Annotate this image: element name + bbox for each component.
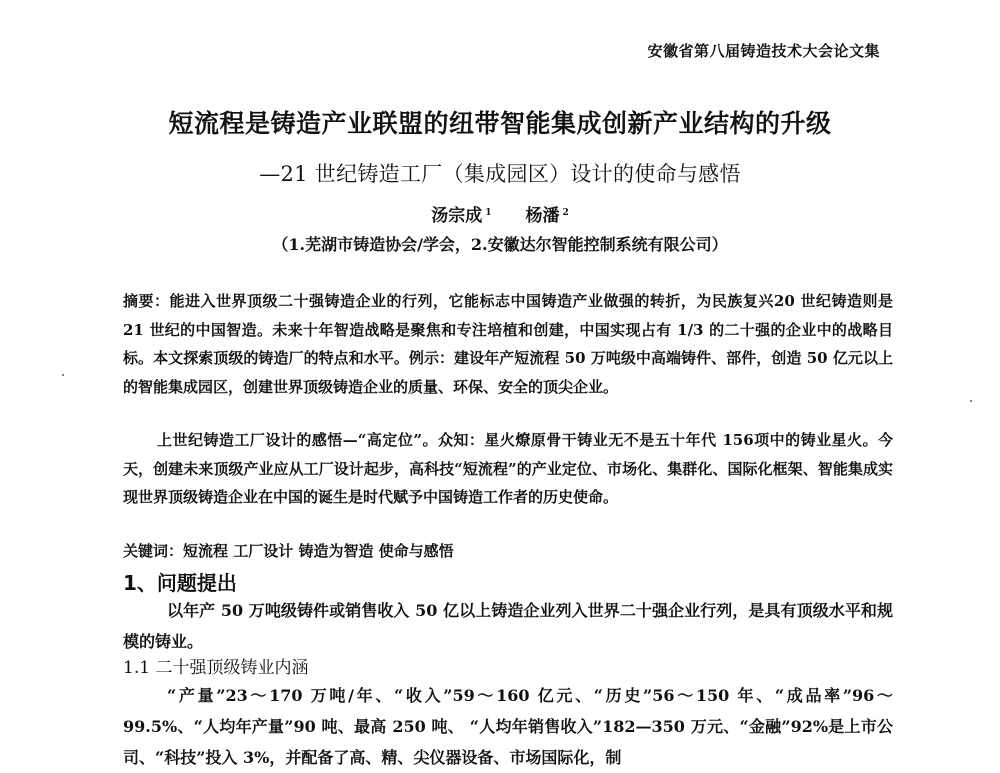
scan-speck <box>970 400 972 402</box>
author-2-affil-mark: 2 <box>562 208 569 218</box>
abstract-paragraph-1: 摘要：能进入世界顶级二十强铸造企业的行列，它能标志中国铸造产业做强的转折，为民族复兴20 世纪铸造则是 21 世纪的中国智造。未来十年智造战略是聚焦和专注培植和创建，中国实现占有 1/3 的二十强的企业中的战略目标。本文探索顶级的铸造厂的特点和水平。例示：建设年产短流程 50 万吨级中高端铸件、部件，创造 50 亿元以上的智能集成园区，创建世界顶级铸造企业的质量、环保、安全的顶尖企业。 <box>123 292 893 396</box>
author-2-name: 杨潘 <box>525 206 560 226</box>
abstract-paragraph-2: 上世纪铸造工厂设计的感悟—“高定位”。众知：星火燎原骨干铸业无不是五十年代 156项中的铸业星火。今天，创建未来顶级产业应从工厂设计起步，高科技“短流程”的产业定位、市场化、集群化、国际化框架、智能集成实现世界顶级铸造企业在中国的诞生是时代赋予中国铸造工作者的历史使命。 <box>123 431 893 506</box>
keywords: 关键词：短流程 工厂设计 铸造为智造 使命与感悟 <box>123 542 454 560</box>
author-1-affil-mark: 1 <box>485 208 492 218</box>
affiliations: （1.芜湖市铸造协会/学会，2.安徽达尔智能控制系统有限公司） <box>272 235 728 254</box>
subsection-1-1-heading: 1.1 二十强顶级铸业内涵 <box>123 658 309 678</box>
subsection-1-1-paragraph: “产量”23～170 万吨/年、“收入”59～160 亿元、“历史”56～150 年、“成品率”96～99.5%、“人均年产量”90 吨、最高 250 吨、 “人均年销售收入”182—350 万元、“金融”92%是上市公司、“科技”投入 3%，并配备了高、精、尖仪器设备、市场国际化，制 <box>123 686 893 767</box>
author-1-name: 汤宗成 <box>431 206 483 226</box>
author-list <box>0 201 1000 226</box>
section-1-paragraph: 以年产 50 万吨级铸件或销售收入 50 亿以上铸造企业列入世界二十强企业行列，是具有顶级水平和规模的铸业。 <box>123 601 893 651</box>
proceedings-header: 安徽省第八届铸造技术大会论文集 <box>647 42 880 60</box>
section-1-heading: 1、问题提出 <box>123 571 237 595</box>
author-1 <box>431 206 491 226</box>
scan-speck <box>62 374 64 376</box>
paper-title: 短流程是铸造产业联盟的纽带智能集成创新产业结构的升级 <box>168 109 832 138</box>
author-2 <box>525 206 568 226</box>
paper-subtitle: —21 世纪铸造工厂（集成园区）设计的使命与感悟 <box>259 162 741 186</box>
